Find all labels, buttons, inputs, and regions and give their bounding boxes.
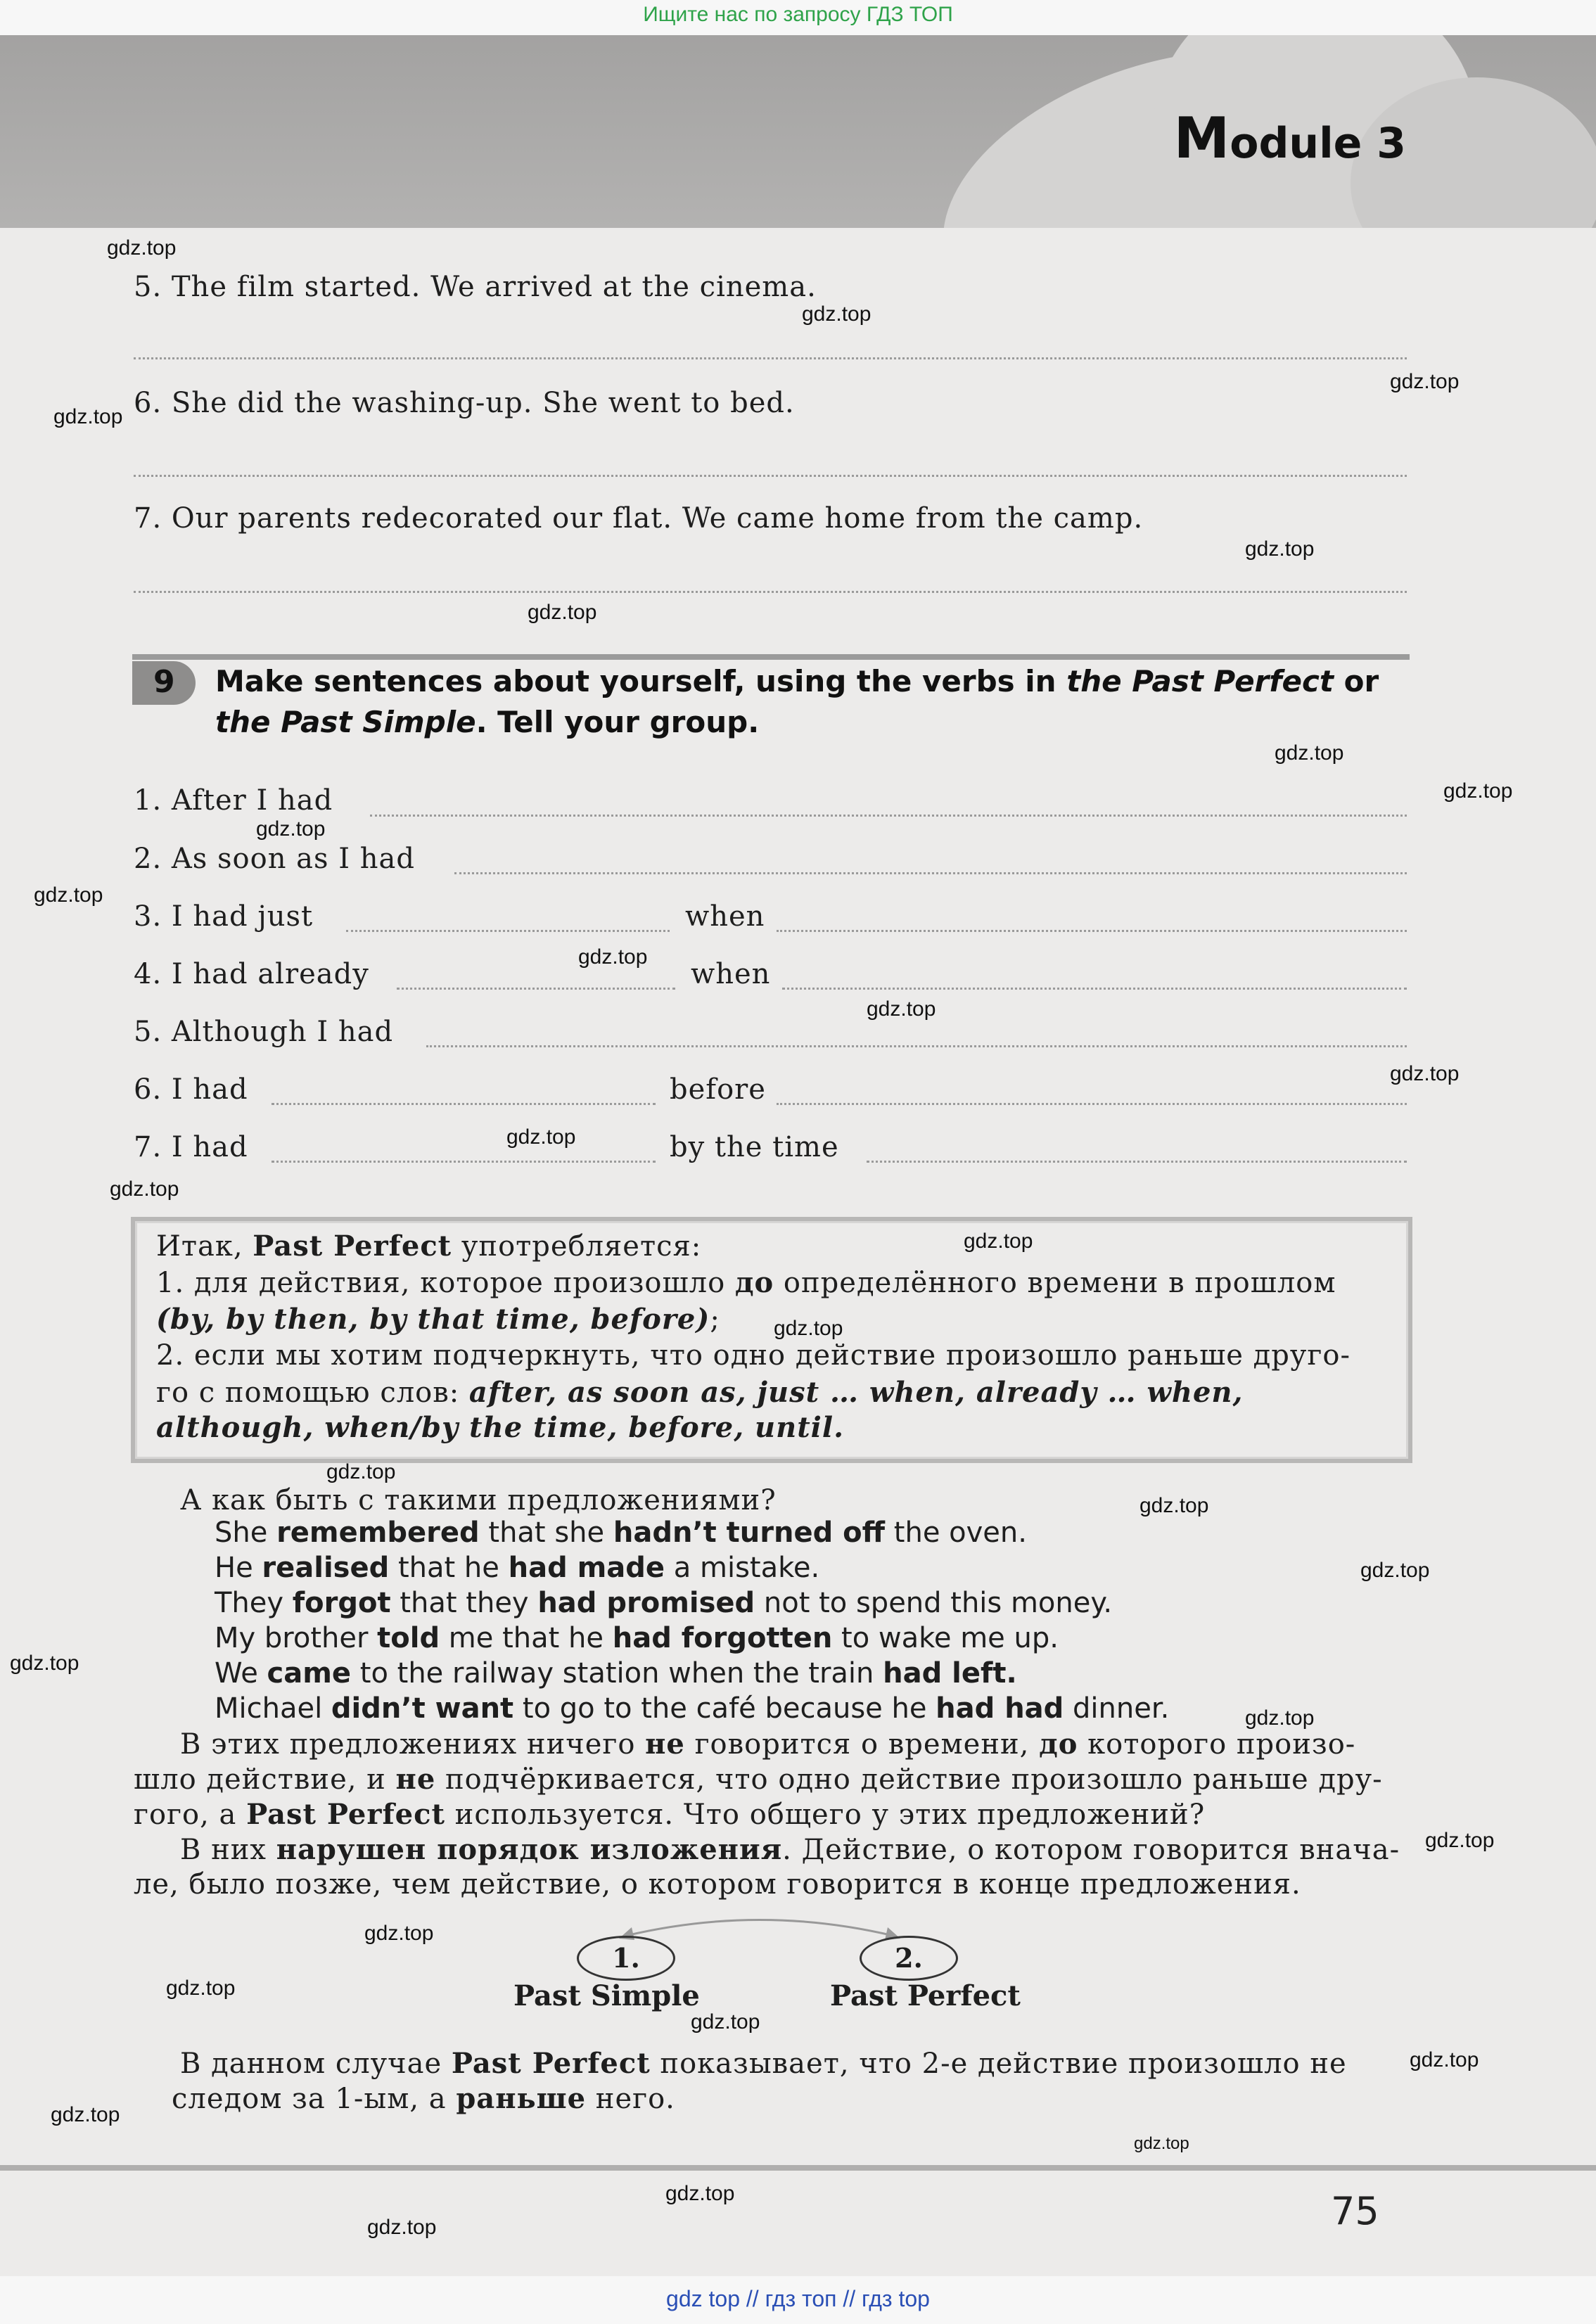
step-2-oval: 2. — [860, 1936, 958, 1981]
watermark: gdz.top — [528, 601, 597, 624]
example-sentence: He realised that he had made a mistake. — [215, 1552, 820, 1584]
answer-line[interactable] — [370, 815, 1407, 817]
rule-line-2: 1. для действия, которое произошло до определённого времени в прошлом — [156, 1266, 1336, 1299]
exercise-5: 5. The film started. We arrived at the cinema. — [134, 271, 817, 303]
watermark: gdz.top — [367, 2216, 437, 2239]
answer-line[interactable] — [134, 591, 1407, 593]
rule-line-5: го с помощью слов: after, as soon as, just … when, already … when, — [156, 1376, 1244, 1409]
watermark: gdz.top — [506, 1125, 576, 1149]
footer-text: gdz top // гдз топ // гдз top — [666, 2286, 930, 2311]
sentence-stem-7: 7. I had — [134, 1131, 248, 1163]
tense-label-2: Past Perfect — [830, 1979, 1021, 2012]
sentence-stem-5: 5. Although I had — [134, 1016, 394, 1048]
answer-line[interactable] — [272, 1161, 656, 1163]
sentence-stem-2: 2. As soon as I had — [134, 843, 415, 875]
example-sentence: My brother told me that he had forgotten to wake me up. — [215, 1622, 1059, 1654]
conclusion-line-1: В данном случае Past Perfect показывает, что 2-е действие произошло не — [180, 2047, 1347, 2080]
answer-line[interactable] — [272, 1103, 656, 1105]
answer-line[interactable] — [782, 988, 1407, 990]
task-title: Make sentences about yourself, using the verbs in the Past Perfect or the Past Simple. Tell your group. — [215, 664, 1379, 739]
answer-line[interactable] — [867, 1161, 1407, 1163]
watermark: gdz.top — [256, 817, 326, 841]
watermark: gdz.top — [326, 1460, 396, 1483]
watermark: gdz.top — [364, 1922, 434, 1945]
answer-line[interactable] — [454, 872, 1407, 874]
explanation-line-2: шло действие, и не подчёркивается, что одно действие произошло раньше дру- — [134, 1763, 1383, 1796]
watermark: gdz.top — [665, 2182, 735, 2205]
watermark: gdz.top — [107, 236, 177, 260]
answer-line[interactable] — [346, 930, 670, 932]
rule-line-6: although, when/by the time, before, until. — [156, 1411, 844, 1444]
top-banner — [0, 0, 1596, 35]
answer-line[interactable] — [426, 1045, 1407, 1047]
watermark: gdz.top — [1139, 1494, 1209, 1517]
watermark: gdz.top — [34, 883, 103, 907]
watermark: gdz.top — [1425, 1829, 1495, 1852]
task-number-badge: 9 — [132, 661, 196, 705]
explanation-line-4: В них нарушен порядок изложения. Действие, о котором говорится внача- — [180, 1833, 1400, 1866]
answer-line[interactable] — [777, 1103, 1407, 1105]
answer-line[interactable] — [397, 988, 675, 990]
answer-line[interactable] — [777, 930, 1407, 932]
watermark: gdz.top — [51, 2103, 120, 2126]
watermark: gdz.top — [774, 1317, 843, 1340]
answer-line[interactable] — [134, 357, 1407, 359]
example-sentence: They forgot that they had promised not to spend this money. — [215, 1587, 1113, 1619]
rule-line-4: 2. если мы хотим подчеркнуть, что одно действие произошло раньше друго- — [156, 1339, 1351, 1372]
watermark: gdz.top — [1443, 779, 1513, 803]
rule-line-3: (by, by then, by that time, before); — [156, 1303, 720, 1336]
top-banner-text: Ищите нас по запросу ГДЗ ТОП — [643, 3, 953, 26]
sentence-stem-1: 1. After I had — [134, 784, 333, 817]
watermark: gdz.top — [578, 945, 648, 969]
page-number: 75 — [1331, 2189, 1379, 2233]
question-heading: А как быть с такими предложениями? — [180, 1484, 777, 1517]
watermark: gdz.top — [166, 1977, 236, 2000]
watermark: gdz.top — [1390, 1062, 1460, 1085]
sentence-stem-7-by-the-time: by the time — [670, 1131, 839, 1163]
footer-banner — [0, 2276, 1596, 2324]
bottom-rule — [0, 2165, 1596, 2171]
exercise-6: 6. She did the washing-up. She went to bed. — [134, 387, 795, 419]
exercise-7: 7. Our parents redecorated our flat. We came home from the camp. — [134, 502, 1144, 535]
watermark: gdz.top — [1134, 2134, 1189, 2153]
watermark: gdz.top — [867, 997, 936, 1021]
answer-line[interactable] — [134, 475, 1407, 477]
tense-label-1: Past Simple — [513, 1979, 700, 2012]
example-sentence: We came to the railway station when the train had left. — [215, 1657, 1017, 1690]
watermark: gdz.top — [1245, 1706, 1315, 1730]
watermark: gdz.top — [1245, 537, 1315, 561]
sentence-stem-3: 3. I had just — [134, 900, 314, 933]
watermark: gdz.top — [53, 405, 123, 428]
watermark: gdz.top — [1360, 1559, 1430, 1582]
example-sentence: She remembered that she hadn’t turned off the oven. — [215, 1517, 1027, 1549]
watermark: gdz.top — [1410, 2048, 1479, 2071]
task-divider — [132, 654, 1410, 660]
sentence-stem-3-when: when — [685, 900, 765, 933]
module-title: Module 3 — [1173, 106, 1406, 171]
watermark: gdz.top — [964, 1230, 1033, 1253]
sentence-stem-4: 4. I had already — [134, 958, 369, 990]
rule-line-1: Итак, Past Perfect употребляется: — [156, 1230, 702, 1263]
watermark: gdz.top — [1275, 741, 1344, 765]
example-sentence: Michael didn’t want to go to the café because he had had dinner. — [215, 1692, 1170, 1725]
explanation-line-5: ле, было позже, чем действие, о котором говорится в конце предложения. — [134, 1868, 1301, 1901]
sentence-stem-6-before: before — [670, 1073, 766, 1106]
watermark: gdz.top — [1390, 370, 1460, 393]
watermark: gdz.top — [691, 2010, 760, 2034]
explanation-line-1: В этих предложениях ничего не говорится о времени, до которого произо- — [180, 1728, 1356, 1761]
explanation-line-3: гого, а Past Perfect используется. Что общего у этих предложений? — [134, 1798, 1206, 1831]
sentence-stem-6: 6. I had — [134, 1073, 248, 1106]
step-1-oval: 1. — [577, 1936, 675, 1981]
conclusion-line-2: следом за 1-ым, а раньше него. — [172, 2082, 675, 2115]
watermark: gdz.top — [802, 302, 872, 326]
watermark: gdz.top — [10, 1652, 79, 1675]
sentence-stem-4-when: when — [691, 958, 771, 990]
watermark: gdz.top — [110, 1177, 179, 1201]
